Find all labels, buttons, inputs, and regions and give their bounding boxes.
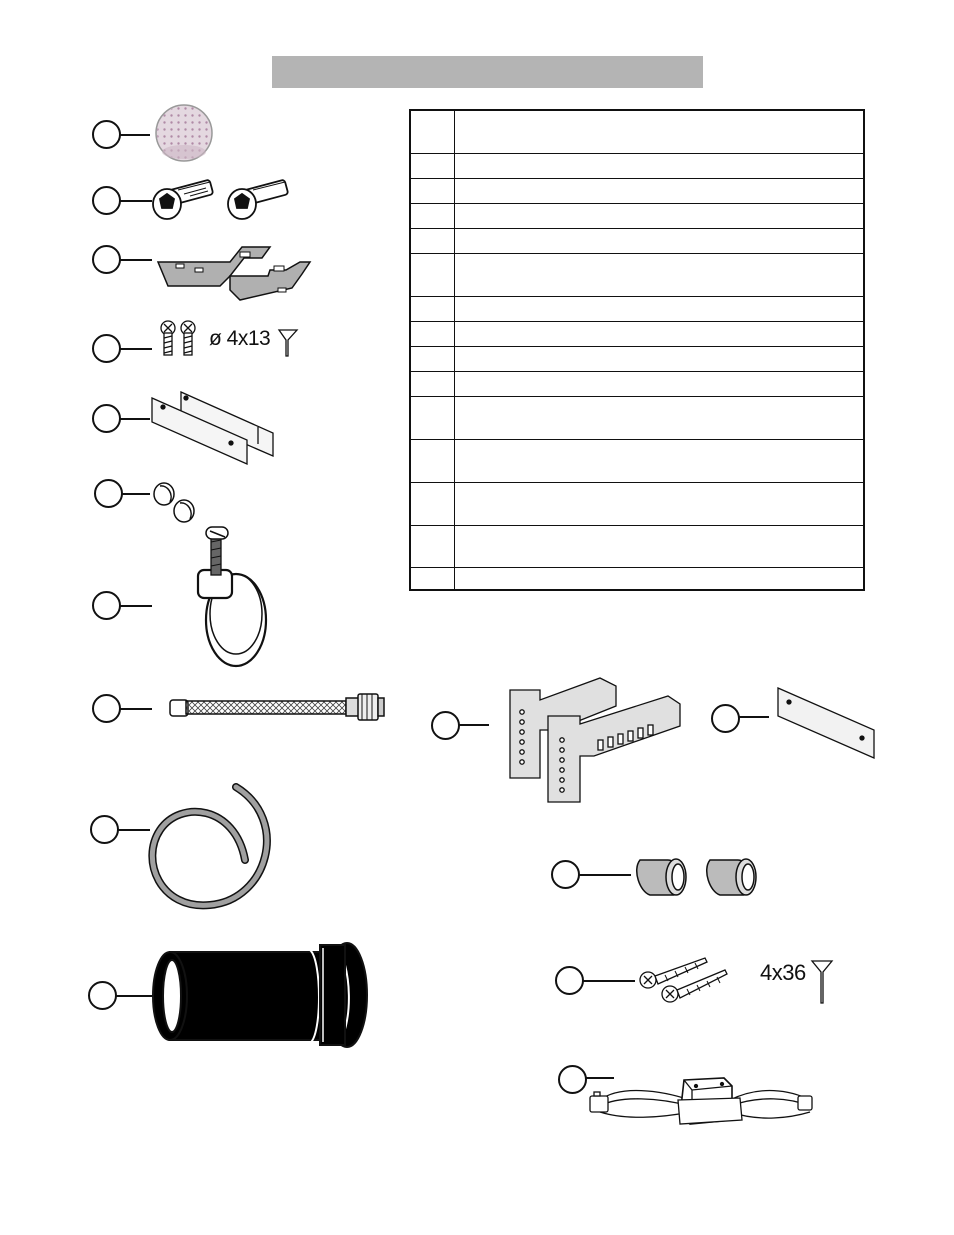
cap-ring-icon	[154, 483, 194, 522]
hose-clamp-icon	[198, 527, 266, 666]
drain-sleeve-icon	[153, 943, 367, 1047]
seal-ring-icon	[152, 787, 267, 905]
cover-plate-icon	[778, 688, 874, 758]
adhesive-strip-icon	[152, 392, 273, 464]
water-hose-icon	[170, 694, 384, 720]
mounting-bracket-icon	[158, 247, 310, 300]
height-adjust-rail-icon	[510, 678, 680, 802]
screw-size-label: ø 4x13	[209, 327, 271, 350]
sieve-cap-icon	[156, 105, 212, 161]
wood-screw-icon	[640, 958, 832, 1003]
plug-cap-icon	[637, 859, 756, 895]
small-screw-icon	[161, 321, 297, 356]
wood-screw-size-label: 4x36	[760, 960, 806, 985]
aquastop-cable-icon	[590, 1078, 812, 1124]
torx-bolt-icon	[153, 180, 288, 219]
